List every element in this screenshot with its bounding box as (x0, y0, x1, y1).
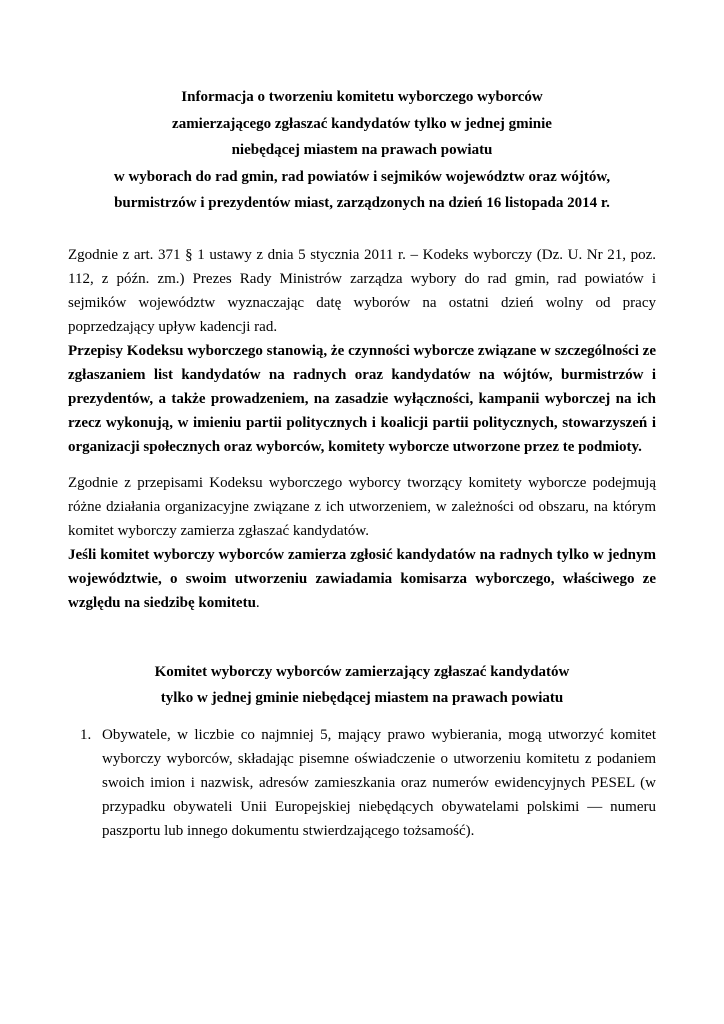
paragraph-voter-committees: Zgodnie z przepisami Kodeksu wyborczego wyborcy tworzący komitety wyborcze podejmują różne działania organizacyjne związane z ich utworzeniem, w zależności od obszaru, na którym komitet wyborczy zamierza zgłaszać kandydatów. (68, 474, 656, 539)
title-line: zamierzającego zgłaszać kandydatów tylko w jednej gminie (172, 115, 552, 132)
title-line: w wyborach do rad gmin, rad powiatów i sejmików województw oraz wójtów, (113, 168, 611, 185)
subtitle-line: tylko w jednej gminie niebędącej miastem na prawach powiatu (160, 689, 564, 706)
title-line: burmistrzów i prezydentów miast, zarządzonych na dzień 16 listopada 2014 r. (114, 195, 610, 211)
numbered-list (68, 723, 656, 843)
list-item (68, 723, 656, 843)
paragraph-legal-basis: Zgodnie z art. 371 § 1 ustawy z dnia 5 stycznia 2011 r. – Kodeks wyborczy (Dz. U. Nr 21, poz. 112, z późn. zm.) Prezes Rady Ministrów zarządza wybory do rad gmin, rad powiatów i sejmików województw wyznaczając datę wyborów na ostatni dzień wolny od pracy poprzedzający upływ kadencji rad. (68, 246, 656, 335)
subtitle-line: Komitet wyborczy wyborców zamierzający zgłaszać kandydatów (154, 663, 570, 680)
title-line: niebędącej miastem na prawach powiatu (231, 142, 493, 158)
notification-period: . (255, 594, 260, 611)
title-line: Informacja o tworzeniu komitetu wyborczego wyborców (181, 89, 543, 105)
paragraph-notification (68, 543, 656, 615)
document-title (68, 84, 656, 217)
list-item-text: Obywatele, w liczbie co najmniej 5, mający prawo wybierania, mogą utworzyć komitet wyborczy wyborców, składając pisemne oświadczenie o utworzeniu komitetu z podaniem swoich imion i nazwisk, adresów zamieszkania oraz numerów ewidencyjnych PESEL (w przypadku obywateli Unii Europejskiej niebędących obywatelami polskimi — numeru paszportu lub innego dokumentu stwierdzającego tożsamość). (102, 726, 656, 839)
list-item-number: 1. (80, 726, 92, 743)
notification-bold-text: Jeśli komitet wyborczy wyborców zamierza zgłosić kandydatów na radnych tylko w jednym województwie, o swoim utworzeniu zawiadamia komisarza wyborczego, właściwego ze względu na siedzibę komitetu (68, 546, 656, 611)
document-page (68, 84, 656, 843)
paragraph-code-provisions: Przepisy Kodeksu wyborczego stanowią, że czynności wyborcze związane w szczególności ze zgłaszaniem list kandydatów na radnych oraz kandydatów na wójtów, burmistrzów i prezydentów, a także prowadzeniem, na zasadzie wyłączności, kampanii wyborczej na ich rzecz wykonują, w imieniu partii politycznych i koalicji partii politycznych, stowarzyszeń i organizacji społecznych oraz wyborców, komitety wyborcze utworzone przez te podmioty. (68, 342, 656, 455)
section-subtitle (68, 659, 656, 711)
